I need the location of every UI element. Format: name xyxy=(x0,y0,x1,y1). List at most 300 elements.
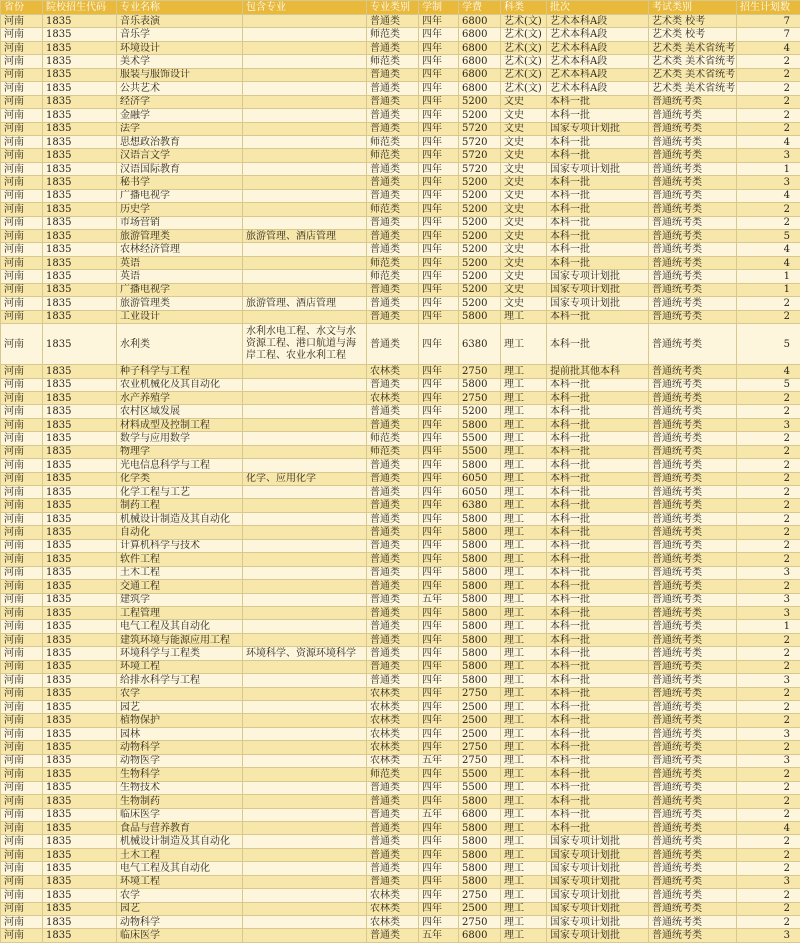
tuition-cell: 2750 xyxy=(459,391,501,404)
major-name-cell: 建筑学 xyxy=(117,593,243,606)
plan-count-cell: 2 xyxy=(737,512,800,525)
tuition-cell: 5500 xyxy=(459,445,501,458)
batch-cell: 本科一批 xyxy=(547,526,649,539)
subject-cell: 文史 xyxy=(501,149,547,162)
duration-cell: 四年 xyxy=(419,176,459,189)
included-majors-cell xyxy=(243,539,367,552)
duration-cell: 四年 xyxy=(419,687,459,700)
school-code-cell: 1835 xyxy=(43,835,117,848)
major-name-cell: 生物技术 xyxy=(117,781,243,794)
duration-cell: 四年 xyxy=(419,486,459,499)
major-category-cell: 农林类 xyxy=(367,727,419,740)
tuition-cell: 2500 xyxy=(459,902,501,915)
exam-type-cell: 普通统考类 xyxy=(649,297,737,310)
major-category-cell: 普通类 xyxy=(367,795,419,808)
province-cell: 河南 xyxy=(1,566,43,579)
included-majors-cell xyxy=(243,929,367,942)
exam-type-cell: 普通统考类 xyxy=(649,270,737,283)
major-name-cell: 生物制药 xyxy=(117,795,243,808)
table-row xyxy=(1,15,800,28)
major-name-cell: 动物医学 xyxy=(117,754,243,767)
subject-cell: 理工 xyxy=(501,795,547,808)
table-row xyxy=(1,848,800,861)
included-majors-cell xyxy=(243,41,367,54)
province-cell: 河南 xyxy=(1,754,43,767)
school-code-cell: 1835 xyxy=(43,674,117,687)
duration-cell: 四年 xyxy=(419,916,459,929)
tuition-cell: 5800 xyxy=(459,459,501,472)
province-cell: 河南 xyxy=(1,445,43,458)
exam-type-cell: 普通统考类 xyxy=(649,283,737,296)
plan-count-cell: 2 xyxy=(737,95,800,108)
school-code-cell: 1835 xyxy=(43,593,117,606)
batch-cell: 本科一批 xyxy=(547,821,649,834)
major-name-cell: 自动化 xyxy=(117,526,243,539)
duration-cell: 四年 xyxy=(419,230,459,243)
duration-cell: 四年 xyxy=(419,162,459,175)
plan-count-cell: 2 xyxy=(737,687,800,700)
batch-cell: 国家专项计划批 xyxy=(547,916,649,929)
major-category-cell: 普通类 xyxy=(367,875,419,888)
table-row xyxy=(1,539,800,552)
province-cell: 河南 xyxy=(1,243,43,256)
major-category-cell: 师范类 xyxy=(367,135,419,148)
tuition-cell: 2750 xyxy=(459,687,501,700)
duration-cell: 四年 xyxy=(419,512,459,525)
batch-cell: 艺术本科A段 xyxy=(547,55,649,68)
tuition-cell: 5720 xyxy=(459,135,501,148)
plan-count-cell: 2 xyxy=(737,916,800,929)
province-cell: 河南 xyxy=(1,149,43,162)
major-name-cell: 临床医学 xyxy=(117,929,243,942)
school-code-cell: 1835 xyxy=(43,808,117,821)
tuition-cell: 5200 xyxy=(459,243,501,256)
major-category-cell: 普通类 xyxy=(367,808,419,821)
table-row xyxy=(1,418,800,431)
school-code-cell: 1835 xyxy=(43,526,117,539)
tuition-cell: 5800 xyxy=(459,580,501,593)
table-row xyxy=(1,875,800,888)
major-name-cell: 英语 xyxy=(117,256,243,269)
major-name-cell: 思想政治教育 xyxy=(117,135,243,148)
table-row xyxy=(1,808,800,821)
plan-count-cell: 2 xyxy=(737,808,800,821)
tuition-cell: 2750 xyxy=(459,754,501,767)
batch-cell: 本科一批 xyxy=(547,109,649,122)
plan-count-cell: 2 xyxy=(737,82,800,95)
subject-cell: 理工 xyxy=(501,660,547,673)
included-majors-cell xyxy=(243,486,367,499)
school-code-cell: 1835 xyxy=(43,95,117,108)
table-row xyxy=(1,916,800,929)
major-category-cell: 农林类 xyxy=(367,365,419,378)
plan-count-cell: 2 xyxy=(737,405,800,418)
batch-cell: 本科一批 xyxy=(547,647,649,660)
duration-cell: 四年 xyxy=(419,821,459,834)
tuition-cell: 5200 xyxy=(459,189,501,202)
tuition-cell: 5200 xyxy=(459,176,501,189)
included-majors-cell xyxy=(243,848,367,861)
subject-cell: 理工 xyxy=(501,929,547,942)
school-code-cell: 1835 xyxy=(43,270,117,283)
major-name-cell: 旅游管理类 xyxy=(117,297,243,310)
exam-type-cell: 普通统考类 xyxy=(649,916,737,929)
major-name-cell: 交通工程 xyxy=(117,580,243,593)
table-row xyxy=(1,580,800,593)
table-row xyxy=(1,566,800,579)
exam-type-cell: 普通统考类 xyxy=(649,714,737,727)
school-code-cell: 1835 xyxy=(43,727,117,740)
duration-cell: 四年 xyxy=(419,862,459,875)
header-tuition: 学费 xyxy=(459,1,501,15)
exam-type-cell: 艺术类 校考 xyxy=(649,28,737,41)
tuition-cell: 5500 xyxy=(459,781,501,794)
major-category-cell: 普通类 xyxy=(367,122,419,135)
tuition-cell: 5720 xyxy=(459,162,501,175)
table-header xyxy=(1,1,800,15)
duration-cell: 四年 xyxy=(419,445,459,458)
major-category-cell: 普通类 xyxy=(367,862,419,875)
province-cell: 河南 xyxy=(1,391,43,404)
batch-cell: 本科一批 xyxy=(547,566,649,579)
exam-type-cell: 普通统考类 xyxy=(649,647,737,660)
subject-cell: 文史 xyxy=(501,297,547,310)
major-name-cell: 汉语言文学 xyxy=(117,149,243,162)
included-majors-cell xyxy=(243,445,367,458)
province-cell: 河南 xyxy=(1,701,43,714)
major-name-cell: 服装与服饰设计 xyxy=(117,68,243,81)
major-name-cell: 计算机科学与技术 xyxy=(117,539,243,552)
plan-count-cell: 2 xyxy=(737,499,800,512)
major-name-cell: 环境工程 xyxy=(117,875,243,888)
exam-type-cell: 普通统考类 xyxy=(649,310,737,323)
batch-cell: 本科一批 xyxy=(547,620,649,633)
subject-cell: 理工 xyxy=(501,310,547,323)
table-row xyxy=(1,889,800,902)
duration-cell: 四年 xyxy=(419,499,459,512)
table-row xyxy=(1,41,800,54)
subject-cell: 理工 xyxy=(501,848,547,861)
table-body xyxy=(1,15,800,943)
table-row xyxy=(1,270,800,283)
duration-cell: 四年 xyxy=(419,203,459,216)
plan-count-cell: 5 xyxy=(737,324,800,365)
province-cell: 河南 xyxy=(1,418,43,431)
tuition-cell: 5800 xyxy=(459,593,501,606)
table-row xyxy=(1,216,800,229)
major-category-cell: 师范类 xyxy=(367,256,419,269)
included-majors-cell xyxy=(243,499,367,512)
major-category-cell: 普通类 xyxy=(367,486,419,499)
tuition-cell: 2750 xyxy=(459,916,501,929)
table-row xyxy=(1,821,800,834)
exam-type-cell: 普通统考类 xyxy=(649,459,737,472)
duration-cell: 四年 xyxy=(419,283,459,296)
subject-cell: 理工 xyxy=(501,835,547,848)
province-cell: 河南 xyxy=(1,512,43,525)
batch-cell: 本科一批 xyxy=(547,176,649,189)
tuition-cell: 5800 xyxy=(459,566,501,579)
plan-count-cell: 2 xyxy=(737,781,800,794)
exam-type-cell: 普通统考类 xyxy=(649,122,737,135)
exam-type-cell: 普通统考类 xyxy=(649,405,737,418)
province-cell: 河南 xyxy=(1,526,43,539)
exam-type-cell: 普通统考类 xyxy=(649,741,737,754)
batch-cell: 本科一批 xyxy=(547,378,649,391)
major-category-cell: 师范类 xyxy=(367,768,419,781)
province-cell: 河南 xyxy=(1,795,43,808)
duration-cell: 五年 xyxy=(419,593,459,606)
subject-cell: 理工 xyxy=(501,606,547,619)
table-row xyxy=(1,405,800,418)
duration-cell: 四年 xyxy=(419,768,459,781)
exam-type-cell: 普通统考类 xyxy=(649,472,737,485)
included-majors-cell xyxy=(243,432,367,445)
major-category-cell: 普通类 xyxy=(367,297,419,310)
exam-type-cell: 普通统考类 xyxy=(649,606,737,619)
school-code-cell: 1835 xyxy=(43,243,117,256)
province-cell: 河南 xyxy=(1,41,43,54)
included-majors-cell xyxy=(243,149,367,162)
major-name-cell: 广播电视学 xyxy=(117,283,243,296)
tuition-cell: 5800 xyxy=(459,310,501,323)
major-category-cell: 普通类 xyxy=(367,162,419,175)
major-name-cell: 经济学 xyxy=(117,95,243,108)
header-included-majors: 包含专业 xyxy=(243,1,367,15)
tuition-cell: 5800 xyxy=(459,620,501,633)
school-code-cell: 1835 xyxy=(43,647,117,660)
subject-cell: 理工 xyxy=(501,553,547,566)
school-code-cell: 1835 xyxy=(43,539,117,552)
tuition-cell: 5200 xyxy=(459,109,501,122)
subject-cell: 文史 xyxy=(501,122,547,135)
exam-type-cell: 普通统考类 xyxy=(649,499,737,512)
tuition-cell: 2500 xyxy=(459,727,501,740)
exam-type-cell: 普通统考类 xyxy=(649,162,737,175)
major-name-cell: 秘书学 xyxy=(117,176,243,189)
table-row xyxy=(1,324,800,365)
school-code-cell: 1835 xyxy=(43,929,117,942)
school-code-cell: 1835 xyxy=(43,889,117,902)
duration-cell: 四年 xyxy=(419,324,459,365)
table-row xyxy=(1,391,800,404)
tuition-cell: 5800 xyxy=(459,418,501,431)
major-name-cell: 土木工程 xyxy=(117,566,243,579)
province-cell: 河南 xyxy=(1,553,43,566)
tuition-cell: 5720 xyxy=(459,149,501,162)
plan-count-cell: 3 xyxy=(737,727,800,740)
plan-count-cell: 2 xyxy=(737,432,800,445)
plan-count-cell: 1 xyxy=(737,620,800,633)
plan-count-cell: 2 xyxy=(737,216,800,229)
tuition-cell: 5200 xyxy=(459,230,501,243)
tuition-cell: 5720 xyxy=(459,122,501,135)
major-name-cell: 物理学 xyxy=(117,445,243,458)
province-cell: 河南 xyxy=(1,714,43,727)
duration-cell: 四年 xyxy=(419,902,459,915)
subject-cell: 艺术(文) xyxy=(501,55,547,68)
table-row xyxy=(1,310,800,323)
province-cell: 河南 xyxy=(1,256,43,269)
subject-cell: 理工 xyxy=(501,916,547,929)
plan-count-cell: 2 xyxy=(737,714,800,727)
major-name-cell: 音乐学 xyxy=(117,28,243,41)
table-row xyxy=(1,499,800,512)
plan-count-cell: 3 xyxy=(737,875,800,888)
major-name-cell: 市场营销 xyxy=(117,216,243,229)
batch-cell: 本科一批 xyxy=(547,754,649,767)
included-majors-cell xyxy=(243,553,367,566)
included-majors-cell: 环境科学、资源环境科学 xyxy=(243,647,367,660)
tuition-cell: 5200 xyxy=(459,216,501,229)
tuition-cell: 6800 xyxy=(459,68,501,81)
exam-type-cell: 普通统考类 xyxy=(649,660,737,673)
school-code-cell: 1835 xyxy=(43,445,117,458)
province-cell: 河南 xyxy=(1,808,43,821)
major-name-cell: 化学工程与工艺 xyxy=(117,486,243,499)
plan-count-cell: 2 xyxy=(737,902,800,915)
subject-cell: 艺术(文) xyxy=(501,41,547,54)
batch-cell: 本科一批 xyxy=(547,472,649,485)
plan-count-cell: 2 xyxy=(737,55,800,68)
subject-cell: 理工 xyxy=(501,741,547,754)
major-category-cell: 普通类 xyxy=(367,216,419,229)
plan-count-cell: 2 xyxy=(737,122,800,135)
included-majors-cell xyxy=(243,593,367,606)
batch-cell: 本科一批 xyxy=(547,553,649,566)
duration-cell: 五年 xyxy=(419,929,459,942)
table-row xyxy=(1,189,800,202)
subject-cell: 理工 xyxy=(501,687,547,700)
exam-type-cell: 普通统考类 xyxy=(649,701,737,714)
subject-cell: 理工 xyxy=(501,633,547,646)
duration-cell: 四年 xyxy=(419,189,459,202)
duration-cell: 四年 xyxy=(419,647,459,660)
batch-cell: 本科一批 xyxy=(547,445,649,458)
major-name-cell: 音乐表演 xyxy=(117,15,243,28)
exam-type-cell: 普通统考类 xyxy=(649,486,737,499)
major-category-cell: 师范类 xyxy=(367,432,419,445)
province-cell: 河南 xyxy=(1,15,43,28)
major-category-cell: 普通类 xyxy=(367,848,419,861)
school-code-cell: 1835 xyxy=(43,795,117,808)
included-majors-cell xyxy=(243,68,367,81)
duration-cell: 四年 xyxy=(419,432,459,445)
major-category-cell: 普通类 xyxy=(367,835,419,848)
major-name-cell: 电气工程及其自动化 xyxy=(117,862,243,875)
school-code-cell: 1835 xyxy=(43,310,117,323)
table-row xyxy=(1,68,800,81)
table-row xyxy=(1,902,800,915)
major-category-cell: 普通类 xyxy=(367,418,419,431)
subject-cell: 理工 xyxy=(501,391,547,404)
school-code-cell: 1835 xyxy=(43,620,117,633)
duration-cell: 四年 xyxy=(419,714,459,727)
table-row xyxy=(1,754,800,767)
subject-cell: 理工 xyxy=(501,889,547,902)
subject-cell: 理工 xyxy=(501,324,547,365)
batch-cell: 本科一批 xyxy=(547,189,649,202)
plan-count-cell: 2 xyxy=(737,741,800,754)
tuition-cell: 6800 xyxy=(459,15,501,28)
tuition-cell: 6800 xyxy=(459,929,501,942)
batch-cell: 本科一批 xyxy=(547,781,649,794)
major-name-cell: 环境设计 xyxy=(117,41,243,54)
major-name-cell: 英语 xyxy=(117,270,243,283)
subject-cell: 理工 xyxy=(501,566,547,579)
school-code-cell: 1835 xyxy=(43,660,117,673)
duration-cell: 四年 xyxy=(419,149,459,162)
exam-type-cell: 普通统考类 xyxy=(649,821,737,834)
school-code-cell: 1835 xyxy=(43,283,117,296)
included-majors-cell xyxy=(243,566,367,579)
province-cell: 河南 xyxy=(1,727,43,740)
province-cell: 河南 xyxy=(1,122,43,135)
school-code-cell: 1835 xyxy=(43,15,117,28)
plan-count-cell: 2 xyxy=(737,459,800,472)
exam-type-cell: 普通统考类 xyxy=(649,795,737,808)
exam-type-cell: 普通统考类 xyxy=(649,149,737,162)
major-category-cell: 普通类 xyxy=(367,68,419,81)
table-row xyxy=(1,512,800,525)
school-code-cell: 1835 xyxy=(43,432,117,445)
major-category-cell: 普通类 xyxy=(367,15,419,28)
table-row xyxy=(1,162,800,175)
province-cell: 河南 xyxy=(1,781,43,794)
major-category-cell: 普通类 xyxy=(367,526,419,539)
included-majors-cell xyxy=(243,835,367,848)
school-code-cell: 1835 xyxy=(43,297,117,310)
table-row xyxy=(1,633,800,646)
province-cell: 河南 xyxy=(1,176,43,189)
duration-cell: 四年 xyxy=(419,620,459,633)
table-row xyxy=(1,256,800,269)
table-row xyxy=(1,674,800,687)
table-row xyxy=(1,929,800,942)
header-major-name: 专业名称 xyxy=(117,1,243,15)
tuition-cell: 5800 xyxy=(459,674,501,687)
subject-cell: 文史 xyxy=(501,162,547,175)
exam-type-cell: 普通统考类 xyxy=(649,324,737,365)
batch-cell: 本科一批 xyxy=(547,727,649,740)
school-code-cell: 1835 xyxy=(43,28,117,41)
plan-count-cell: 2 xyxy=(737,701,800,714)
table-row xyxy=(1,432,800,445)
subject-cell: 理工 xyxy=(501,526,547,539)
header-school-code: 院校招生代码 xyxy=(43,1,117,15)
major-name-cell: 工业设计 xyxy=(117,310,243,323)
province-cell: 河南 xyxy=(1,297,43,310)
subject-cell: 艺术(文) xyxy=(501,28,547,41)
plan-count-cell: 2 xyxy=(737,310,800,323)
province-cell: 河南 xyxy=(1,230,43,243)
major-name-cell: 工程管理 xyxy=(117,606,243,619)
table-row xyxy=(1,606,800,619)
province-cell: 河南 xyxy=(1,606,43,619)
header-subject: 科类 xyxy=(501,1,547,15)
subject-cell: 理工 xyxy=(501,701,547,714)
major-category-cell: 普通类 xyxy=(367,95,419,108)
school-code-cell: 1835 xyxy=(43,122,117,135)
included-majors-cell xyxy=(243,687,367,700)
major-name-cell: 建筑环境与能源应用工程 xyxy=(117,633,243,646)
major-name-cell: 动物科学 xyxy=(117,916,243,929)
major-category-cell: 师范类 xyxy=(367,203,419,216)
province-cell: 河南 xyxy=(1,647,43,660)
tuition-cell: 6050 xyxy=(459,486,501,499)
major-name-cell: 环境工程 xyxy=(117,660,243,673)
tuition-cell: 5800 xyxy=(459,378,501,391)
